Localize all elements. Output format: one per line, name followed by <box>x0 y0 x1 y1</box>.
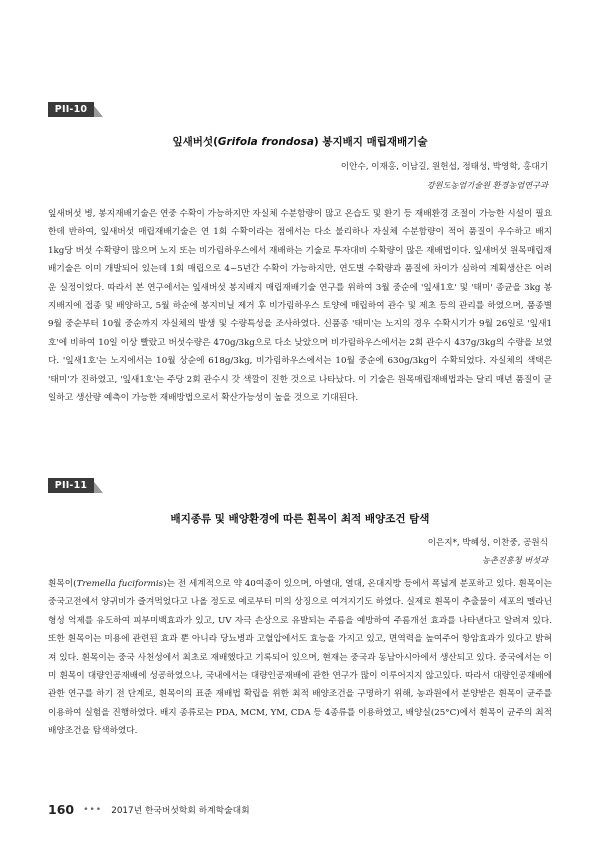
page-footer <box>48 799 250 815</box>
section-tag-label: PII-10 <box>48 102 94 117</box>
authors: 이은지*, 박혜성, 이찬중, 공원식 <box>427 538 548 548</box>
abstract-title: 배지종류 및 배양환경에 따른 흰목이 최적 배양조건 탐색 <box>170 513 430 525</box>
section-tag-label: PII-11 <box>48 478 94 493</box>
section-tag <box>48 478 106 493</box>
page-number: 160 <box>48 802 75 817</box>
section-tag <box>48 102 106 117</box>
conference-name: 2017년 한국버섯학회 하계학술대회 <box>111 806 250 816</box>
authors: 이안수, 이재홍, 이남길, 원헌섭, 정태성, 박영학, 홍대기 <box>340 162 548 172</box>
affiliation: 농촌진흥청 버섯과 <box>482 555 548 565</box>
affiliation: 강원도농업기술원 환경농업연구과 <box>426 180 548 190</box>
footer-dots: ••• <box>83 804 103 815</box>
abstract-body: 잎새버섯 병, 봉지재배기술은 연중 수확이 가능하지만 자실체 수분함량이 많고 온습도 및 환기 등 재배환경 조절이 가능한 시설이 필요한데 반하여, 잎새버섯 매립재배기술은 연 1회 수확이라는 점에서는 다소 불리하나 자실체 수분함량이 적어 품질이 우수하고 배지 1kg당 버섯 수확량이 많으며 노지 또는 비가림하우스에서 재배하는 기술로 투자대비 수확량이 많은 재배법이다. 잎새버섯 원목매립재배기술은 이미 개발되어 있는데 1회 매립으로 4~5년간 수확이 가능하지만, 연도별 수확량과 품질에 차이가 심하여 계획생산은 어려운 실정이었다. 따라서 본 연구에서는 잎새버섯 봉지배지 매립재배기술 연구를 위하여 3월 중순에 '잎새1호' 및 '태미' 종균을 3kg 봉지배지에 접종 및 배양하고, 5월 하순에 봉지비닐 제거 후 비가림하우스 토양에 매립하여 관수 및 제초 등의 관리를 하였으며, 품종별 9월 중순부터 10월 중순까지 자실체의 발생 및 수량특성을 조사하였다. 신품종 '태미'는 노지의 경우 수확시기가 9월 26일로 '잎새1호'에 비하여 10일 이상 빨랐고 버섯수량은 470g/3kg으로 다소 낮았으며 비가림하우스에서는 2회 관수시 437g/3kg의 수량을 보였다. '잎새1호'는 노지에서는 10월 상순에 618g/3kg, 비가림하우스에서는 10월 중순에 630g/3kg이 수확되었다. 자실체의 색택은 '태미'가 진하였고, '잎새1호'는 주당 2회 관수시 갓 색깔이 진한 것으로 나타났다. 이 기술은 원목매립재배법과는 달리 매년 품질이 균일하고 생산량 예측이 가능한 재배방법으로서 확산가능성이 높을 것으로 기대된다. <box>48 209 552 404</box>
abstract-body: 흰목이(Tremella fuciformis)는 전 세계적으로 약 40여종이 있으며, 아열대, 열대, 온대지방 등에서 폭넓게 분포하고 있다. 흰목이는 중국고전에서 양귀비가 즐겨먹었다고 나올 정도로 예로부터 미의 상징으로 여겨지기도 하였다. 실제로 흰목이 추출물이 세포의 멜라닌형성 억제를 유도하여 피부미백효과가 있고, UV 자극 손상으로 유발되는 주름을 예방하여 주름개선 효과를 나타낸다고 알려져 있다. 또한 흰목이는 미용에 관련된 효과 뿐 아니라 당뇨병과 고혈압에서도 효능을 가지고 있고, 면역력을 높여주어 항암효과가 있다고 밝혀져 있다. 흰목이는 중국 사천성에서 최초로 재배했다고 기록되어 있으며, 현재는 중국과 동남아시아에서 생산되고 있다. 중국에서는 이미 흰목이 대량인공재배에 성공하였으나, 국내에서는 대량인공재배에 관한 연구가 많이 이루어지지 않고있다. 따라서 대량인공재배에 관한 연구를 하기 전 단계로, 흰목이의 표준 재배법 확립을 위한 최적 배양조건을 구명하기 위해, 농과원에서 분양받은 흰목이 균주를 이용하여 실험을 진행하였다. 배지 종류로는 PDA, MCM, YM, CDA 등 4종류를 이용하였고, 배양실(25°C)에서 흰목이 균주의 최적 배양조건을 탐색하였다. <box>48 579 552 737</box>
abstract-title: 잎새버섯(Grifola frondosa) 봉지배지 매립재배기술 <box>172 136 428 148</box>
